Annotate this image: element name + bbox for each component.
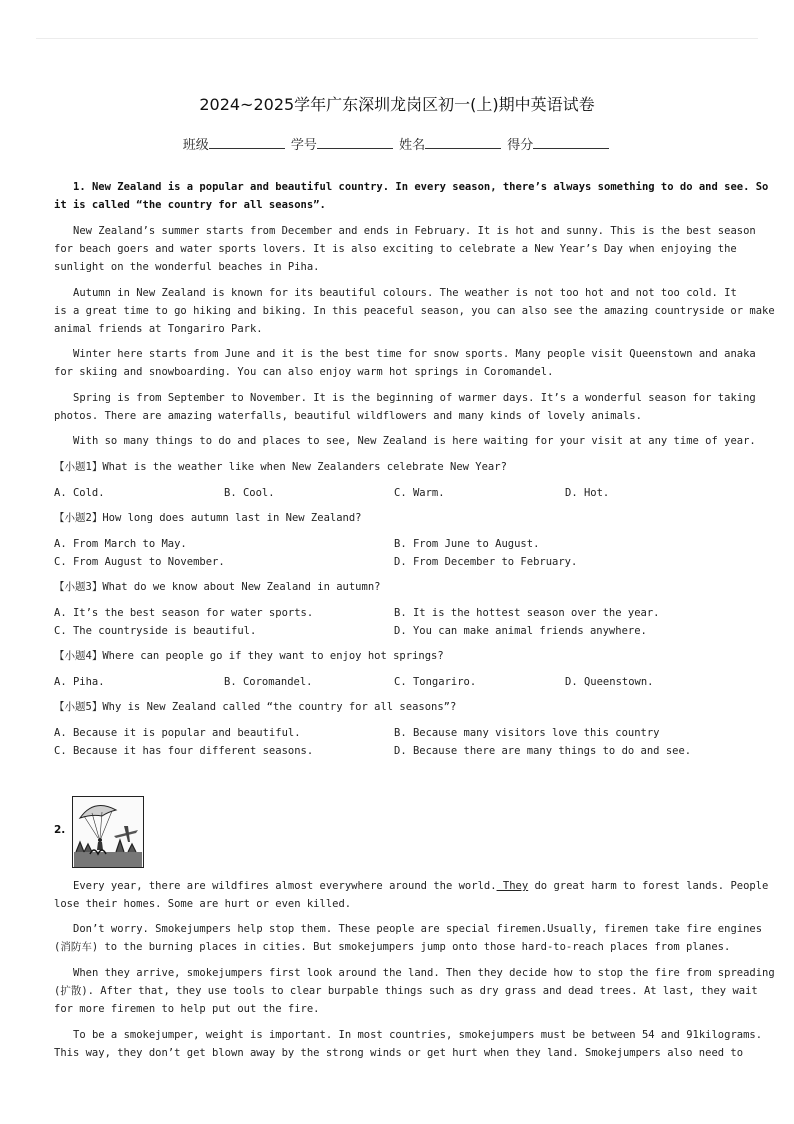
q1-para1-line3: sunlight on the wonderful beaches in Piha.	[54, 261, 320, 273]
sub-question-4-stem: 【小题4】Where can people go if they want to enjoy hot springs?	[54, 650, 444, 662]
sq2-option-d[interactable]: D. From December to February.	[394, 556, 578, 568]
sq1-option-a[interactable]: A. Cold.	[54, 487, 105, 499]
jumper-head	[98, 838, 102, 842]
sq1-option-c[interactable]: C. Warm.	[394, 487, 445, 499]
top-divider	[36, 38, 758, 39]
sq1-option-d[interactable]: D. Hot.	[565, 487, 610, 499]
q1-para4-line2: photos. There are amazing waterfalls, beautiful wildflowers and many kinds of lovely animals.	[54, 410, 642, 422]
q2-para1-text-a: Every year, there are wildfires almost everywhere around the world.	[73, 880, 497, 892]
q1-intro-line2: it is called “the country for all seasons”.	[54, 199, 326, 211]
sq4-option-c[interactable]: C. Tongariro.	[394, 676, 477, 688]
q2-para4-line2: This way, they don’t get blown away by the strong winds or get hurt when they land. Smokejumpers also need to	[54, 1047, 744, 1059]
sq1-option-b[interactable]: B. Cool.	[224, 487, 275, 499]
sq5-option-d[interactable]: D. Because there are many things to do and see.	[394, 745, 692, 757]
q1-para4-line1: Spring is from September to November. It is the beginning of warmer days. It’s a wonderful season for taking	[73, 392, 756, 404]
forest-ground	[74, 852, 142, 867]
q2-para1-line1	[73, 879, 768, 893]
sq2-option-a[interactable]: A. From March to May.	[54, 538, 187, 550]
sq3-option-b[interactable]: B. It is the hottest season over the year.	[394, 607, 660, 619]
q2-number: 2.	[54, 824, 66, 836]
q1-para5: With so many things to do and places to see, New Zealand is here waiting for your visit at any time of year.	[73, 435, 756, 447]
sub-question-2-stem: 【小题2】How long does autumn last in New Zealand?	[54, 512, 362, 524]
sq2-option-c[interactable]: C. From August to November.	[54, 556, 225, 568]
sq4-option-b[interactable]: B. Coromandel.	[224, 676, 313, 688]
jumper-body	[97, 842, 103, 850]
student-id-blank	[317, 136, 393, 149]
score-blank	[533, 136, 609, 149]
class-label: 班级	[182, 138, 209, 153]
sub-question-3-stem: 【小题3】What do we know about New Zealand in autumn?	[54, 581, 381, 593]
q2-para3-line3: for more firemen to help put out the fire.	[54, 1003, 320, 1015]
sq3-option-c[interactable]: C. The countryside is beautiful.	[54, 625, 257, 637]
sq5-option-b[interactable]: B. Because many visitors love this country	[394, 727, 660, 739]
q2-para1-line2: lose their homes. Some are hurt or even killed.	[54, 898, 352, 910]
q2-para2-line2: (消防车) to the burning places in cities. But smokejumpers jump onto those hard-to-reach places from planes.	[54, 941, 731, 953]
q1-para1-line2: for beach goers and water sports lovers. It is also exciting to celebrate a New Year’s Day when enjoying the	[54, 243, 737, 255]
q2-para3-line2: (扩散). After that, they use tools to clear burpable things such as dry grass and dead trees. At last, they wait	[54, 985, 758, 997]
q2-para3-line1: When they arrive, smokejumpers first look around the land. Then they decide how to stop the fire from spreading	[73, 967, 775, 979]
q2-para4-line1: To be a smokejumper, weight is important. In most countries, smokejumpers must be between 54 and 91kilograms.	[73, 1029, 763, 1041]
class-blank	[209, 136, 285, 149]
score-label: 得分	[507, 138, 534, 153]
q1-para2-line3: animal friends at Tongariro Park.	[54, 323, 263, 335]
sq4-option-d[interactable]: D. Queenstown.	[565, 676, 654, 688]
sub-question-1-stem: 【小题1】What is the weather like when New Zealanders celebrate New Year?	[54, 461, 507, 473]
q1-para1-line1: New Zealand’s summer starts from December and ends in February. It is hot and sunny. This is the best season	[73, 225, 756, 237]
sq2-option-b[interactable]: B. From June to August.	[394, 538, 540, 550]
smokejumper-illustration	[72, 796, 144, 868]
sq3-option-a[interactable]: A. It’s the best season for water sports.	[54, 607, 314, 619]
sub-question-5-stem: 【小题5】Why is New Zealand called “the country for all seasons”?	[54, 701, 457, 713]
q2-para2-line1: Don’t worry. Smokejumpers help stop them. These people are special firemen.Usually, firemen take fire engines	[73, 923, 763, 935]
sq5-option-c[interactable]: C. Because it has four different seasons.	[54, 745, 314, 757]
name-blank	[425, 136, 501, 149]
q1-para3-line2: for skiing and snowboarding. You can also enjoy warm hot springs in Coromandel.	[54, 366, 554, 378]
student-id-label: 学号	[290, 138, 317, 153]
q1-para3-line1: Winter here starts from June and it is the best time for snow sports. Many people visit Queenstown and anaka	[73, 348, 756, 360]
sq5-option-a[interactable]: A. Because it is popular and beautiful.	[54, 727, 301, 739]
q1-para2-line2: is a great time to go hiking and biking. In this peaceful season, you can also see the amazing countryside or make	[54, 305, 775, 317]
name-label: 姓名	[399, 138, 426, 153]
page-title: 2024~2025学年广东深圳龙岗区初一(上)期中英语试卷	[199, 95, 595, 114]
q2-underlined-they: They	[496, 880, 529, 892]
q1-intro-line1: 1. New Zealand is a popular and beautiful country. In every season, there’s always something to do and see. So	[73, 181, 769, 193]
sq4-option-a[interactable]: A. Piha.	[54, 676, 105, 688]
sq3-option-d[interactable]: D. You can make animal friends anywhere.	[394, 625, 647, 637]
q2-para1-text-b: do great harm to forest lands. People	[528, 880, 769, 892]
q1-para2-line1: Autumn in New Zealand is known for its beautiful colours. The weather is not too hot and not too cold. It	[73, 287, 737, 299]
student-info-fields	[0, 134, 794, 153]
